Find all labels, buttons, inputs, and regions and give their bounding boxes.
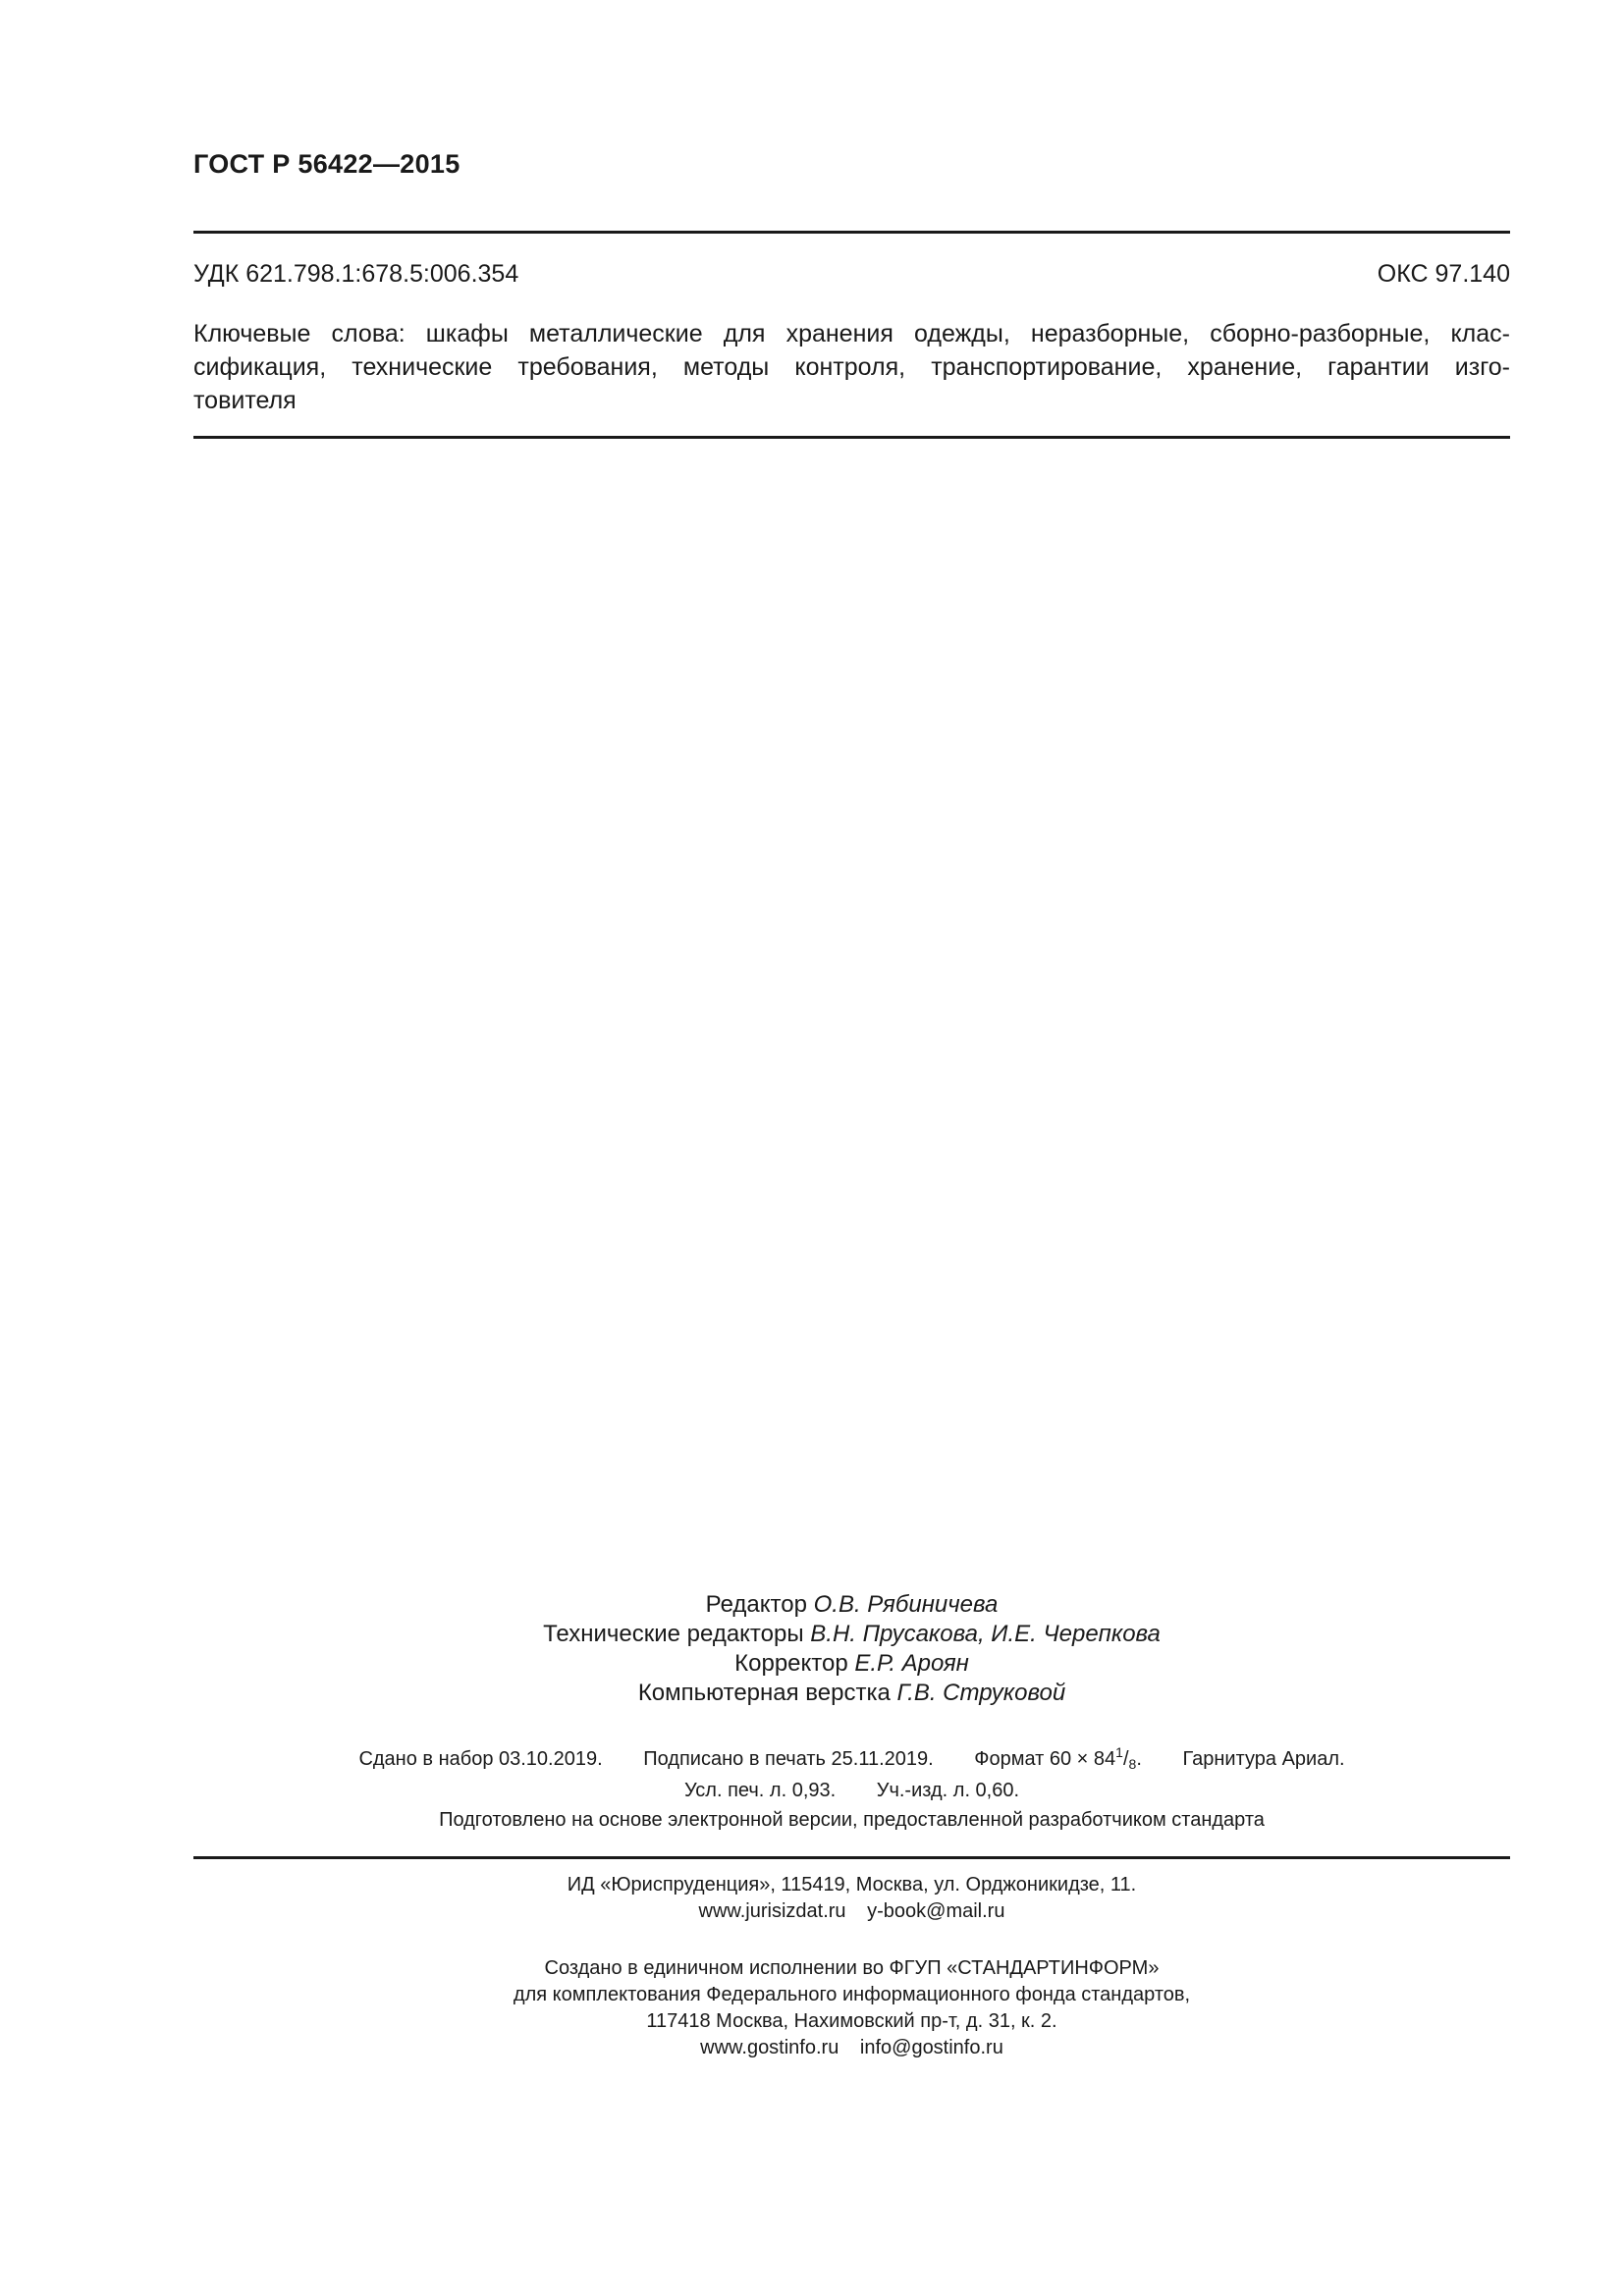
- keywords-line: Ключевые слова: шкафы металлические для хранения одежды, неразборные, сборно-разборные, клас-: [193, 320, 1510, 347]
- publisher-address: ИД «Юриспруденция», 115419, Москва, ул. Орджоникидзе, 11.: [567, 1874, 1137, 1896]
- publisher-contacts: [193, 1898, 1510, 1925]
- editor-role: Редактор: [705, 1591, 807, 1618]
- corrector-role: Корректор: [734, 1650, 848, 1677]
- tech-editors-role: Технические редакторы: [543, 1621, 804, 1647]
- format-numerator: 1: [1115, 1744, 1123, 1760]
- top-divider: [193, 231, 1510, 234]
- standard-code: ГОСТ Р 56422—2015: [193, 149, 460, 179]
- imprint-divider: [193, 1856, 1510, 1859]
- keywords-divider: [193, 436, 1510, 439]
- corrector-line: [193, 1649, 1510, 1679]
- editor-name: О.В. Рябиничева: [813, 1591, 999, 1618]
- keywords-line: товителя: [193, 387, 297, 414]
- submitted-date: Сдано в набор 03.10.2019.: [358, 1748, 603, 1770]
- imprint-line-2: [193, 1778, 1510, 1804]
- layout-line: [193, 1679, 1510, 1708]
- oks-code: ОКС 97.140: [1377, 260, 1510, 288]
- creator-email-link[interactable]: info@gostinfo.ru: [859, 2037, 1003, 2058]
- creator-website-link[interactable]: www.gostinfo.ru: [700, 2037, 839, 2058]
- prepared-note: Подготовлено на основе электронной версии, предоставленной разработчиком стандарта: [439, 1809, 1265, 1831]
- imprint-line-1: [193, 1739, 1510, 1778]
- signed-date: Подписано в печать 25.11.2019.: [643, 1748, 934, 1770]
- creator-line-3: 117418 Москва, Нахимовский пр-т, д. 31, к. 2.: [646, 2010, 1057, 2032]
- paper-format: [974, 1744, 1142, 1772]
- credits-block: [193, 1590, 1510, 1708]
- format-denominator: 8: [1128, 1756, 1137, 1772]
- publisher-website-link[interactable]: www.jurisizdat.ru: [698, 1900, 846, 1922]
- keywords-paragraph: [193, 317, 1510, 417]
- corrector-name: Е.Р. Ароян: [854, 1650, 969, 1677]
- publisher-email-link[interactable]: y-book@mail.ru: [867, 1900, 1005, 1922]
- format-suffix: .: [1136, 1748, 1142, 1770]
- format-prefix: Формат 60 × 84: [974, 1748, 1116, 1770]
- creator-contacts: [193, 2035, 1510, 2061]
- publisher-block: [193, 1872, 1510, 1925]
- layout-role: Компьютерная верстка: [637, 1680, 891, 1706]
- layout-name: Г.В. Струковой: [896, 1680, 1066, 1706]
- udk-code: УДК 621.798.1:678.5:006.354: [193, 260, 519, 288]
- typeface: Гарнитура Ариал.: [1182, 1748, 1345, 1770]
- creator-block: [193, 1955, 1510, 2061]
- format-slash: /: [1122, 1748, 1129, 1770]
- tech-editors-line: [193, 1620, 1510, 1649]
- creator-line-1: Создано в единичном исполнении во ФГУП «СТАНДАРТИНФОРМ»: [544, 1957, 1160, 1979]
- tech-editors-names: В.Н. Прусакова, И.Е. Черепкова: [810, 1621, 1161, 1647]
- keywords-line: сификация, технические требования, методы контроля, транспортирование, хранение, гарантии изго-: [193, 353, 1510, 381]
- creator-line-2: для комплектования Федерального информационного фонда стандартов,: [513, 1984, 1191, 2005]
- imprint-block: [193, 1739, 1510, 1804]
- editor-line: [193, 1590, 1510, 1620]
- print-sheets: Усл. печ. л. 0,93.: [683, 1780, 837, 1801]
- publisher-sheets: Уч.-изд. л. 0,60.: [876, 1780, 1020, 1801]
